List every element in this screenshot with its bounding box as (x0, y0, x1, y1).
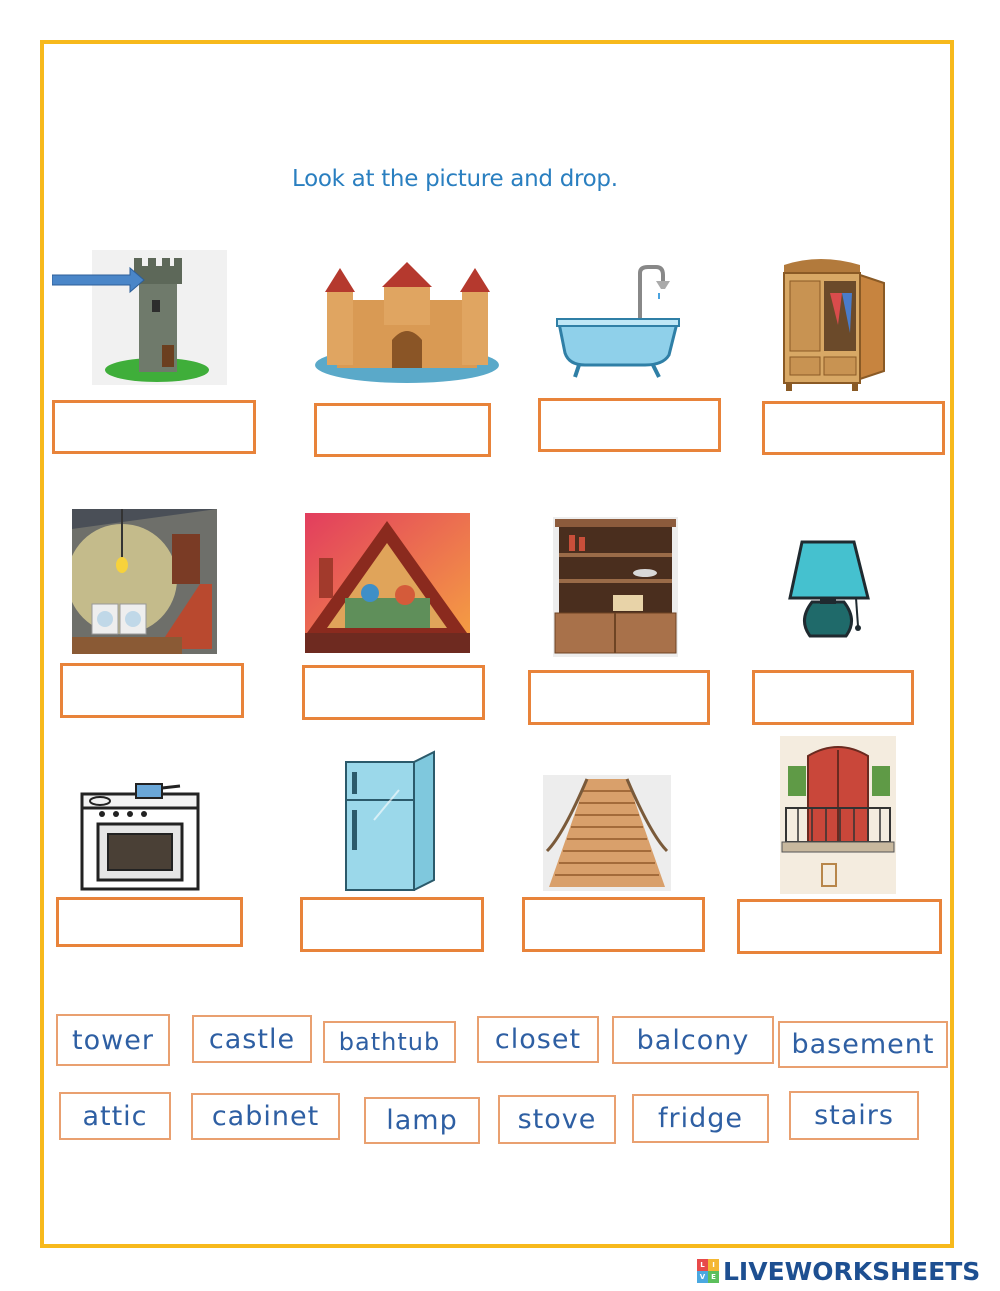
word-stairs[interactable]: stairs (789, 1091, 919, 1140)
drop-box-7[interactable] (528, 670, 710, 725)
word-bathtub[interactable]: bathtub (323, 1021, 456, 1063)
logo-letter: L (697, 1259, 708, 1271)
drop-box-3[interactable] (538, 398, 721, 452)
castle-icon (312, 260, 502, 385)
word-fridge[interactable]: fridge (632, 1094, 769, 1143)
drop-box-10[interactable] (300, 897, 484, 952)
balcony-icon (780, 736, 896, 894)
drop-box-11[interactable] (522, 897, 705, 952)
logo-mark (697, 1259, 719, 1283)
word-stove[interactable]: stove (498, 1095, 616, 1144)
drop-box-12[interactable] (737, 899, 942, 954)
word-lamp[interactable]: lamp (364, 1097, 480, 1144)
drop-box-6[interactable] (302, 665, 485, 720)
instructions-title: Look at the picture and drop. (292, 166, 618, 192)
drop-box-9[interactable] (56, 897, 243, 947)
liveworksheets-logo (697, 1256, 980, 1286)
basement-icon (72, 509, 217, 654)
logo-letter: E (708, 1271, 719, 1283)
drop-box-8[interactable] (752, 670, 914, 725)
word-basement[interactable]: basement (778, 1021, 948, 1068)
bathtub-icon (555, 265, 680, 380)
word-attic[interactable]: attic (59, 1092, 171, 1140)
drop-box-2[interactable] (314, 403, 491, 457)
drop-box-4[interactable] (762, 401, 945, 455)
brand-name: LIVEWORKSHEETS (723, 1256, 981, 1286)
closet-icon (780, 253, 888, 393)
stairs-icon (543, 775, 671, 891)
word-closet[interactable]: closet (477, 1016, 599, 1063)
attic-icon (305, 513, 470, 653)
word-castle[interactable]: castle (192, 1015, 312, 1063)
fridge-icon (344, 750, 436, 892)
word-tower[interactable]: tower (56, 1014, 170, 1066)
drop-box-5[interactable] (60, 663, 244, 718)
tower-icon (52, 250, 227, 385)
word-balcony[interactable]: balcony (612, 1016, 774, 1064)
lamp-icon (788, 540, 870, 648)
stove-icon (80, 776, 200, 891)
drop-box-1[interactable] (52, 400, 256, 454)
word-cabinet[interactable]: cabinet (191, 1093, 340, 1140)
logo-letter: I (708, 1259, 719, 1271)
cabinet-icon (553, 517, 678, 657)
logo-letter: V (697, 1271, 708, 1283)
